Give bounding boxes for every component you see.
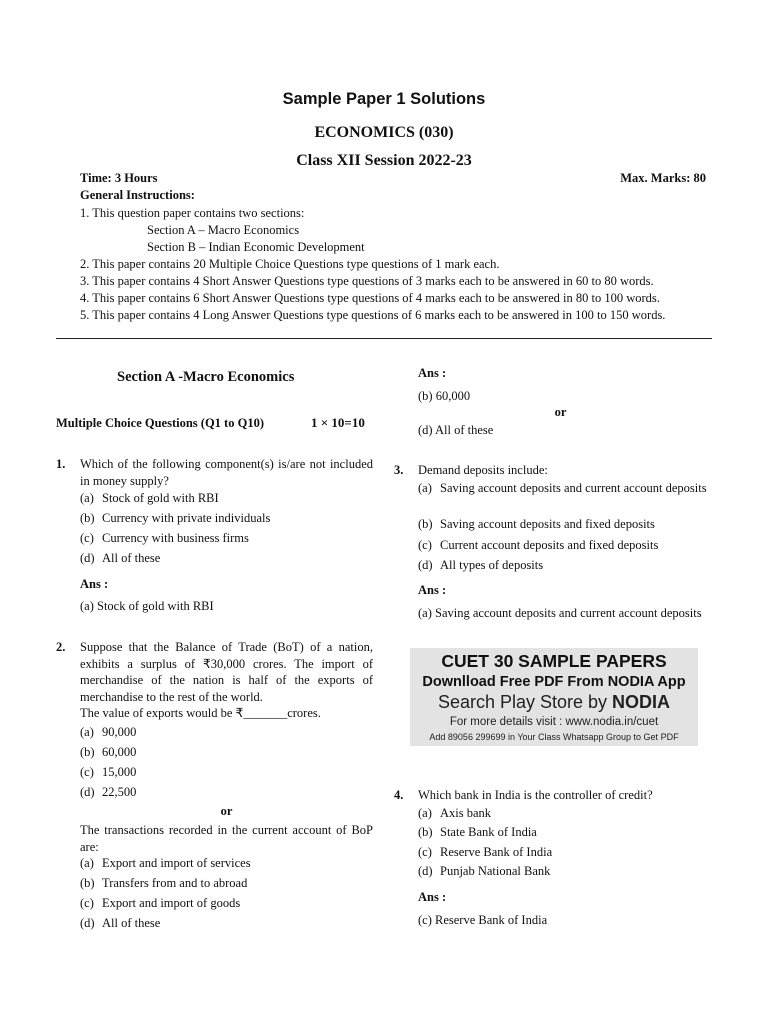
q4-answer: (c) Reserve Bank of India [418,913,548,927]
q4-option-c: (c) Reserve Bank of India [418,845,553,859]
q2-ans-label: Ans : [418,366,447,380]
ad-website-line: For more details visit : www.nodia.in/cuet [449,716,659,728]
q2-ans-or: or [554,405,567,419]
instruction-section-b: Section B – Indian Economic Development [147,240,365,254]
q3-option-c: (c) Current account deposits and fixed deposits [418,538,659,552]
instruction-1: 1. This question paper contains two sections: [80,206,305,220]
question-text: Which of the following component(s) is/are not included in money supply? [80,457,373,488]
question-number: 4. [394,788,404,802]
instruction-section-a: Section A – Macro Economics [147,223,300,237]
q1-ans-label: Ans : [80,577,109,591]
q3-option-a: (a) Saving account deposits and current account deposits [418,481,707,495]
q3-option-b: (b) Saving account deposits and fixed deposits [418,517,655,531]
paper-title: Sample Paper 1 Solutions [282,90,486,108]
subject-title: ECONOMICS (030) [314,124,454,141]
class-session: Class XII Session 2022-23 [296,152,472,169]
question-text-2: The value of exports would be ₹_______crores. [80,706,321,720]
q4-option-d: (d) Punjab National Bank [418,864,551,878]
q3-option-d: (d) All types of deposits [418,558,544,572]
question-number: 2. [56,640,66,654]
question-3 [394,462,712,479]
q2-alt-option-b: (b) Transfers from and to abroad [80,876,248,890]
max-marks: Max. Marks: 80 [620,171,706,185]
header-divider [56,338,712,339]
q2-option-c: (c) 15,000 [80,765,137,779]
question-text: Which bank in India is the controller of credit? [418,788,653,802]
ad-headline: CUET 30 SAMPLE PAPERS [441,651,667,671]
section-a-title: Section A -Macro Economics [117,369,295,385]
nodia-brand: NODIA [612,692,671,712]
question-number: 1. [56,457,66,471]
instruction-2: 2. This paper contains 20 Multiple Choice Questions type questions of 1 mark each. [80,257,500,271]
instruction-5: 5. This paper contains 4 Long Answer Questions type questions of 6 marks each to be answered in 100 to 150 words. [80,308,666,322]
time-label: Time: 3 Hours [80,171,158,185]
mcq-heading: Multiple Choice Questions (Q1 to Q10) [56,416,264,430]
q2-option-a: (a) 90,000 [80,725,137,739]
q4-ans-label: Ans : [418,890,447,904]
q4-option-b: (b) State Bank of India [418,825,537,839]
instruction-4: 4. This paper contains 6 Short Answer Questions type questions of 4 marks each to be answered in 80 to 100 words. [80,291,660,305]
q2-option-b: (b) 60,000 [80,745,137,759]
question-text: Suppose that the Balance of Trade (BoT) of a nation, exhibits a surplus of ₹30,000 crores. The import of merchandise of the nation is half of the exports of merchandise to the rest of the world. [80,640,373,704]
question-2 [56,639,373,722]
ad-search-line: Search Play Store by NODIA [437,692,671,712]
q2-alt-option-c: (c) Export and import of goods [80,896,241,910]
general-instructions-heading: General Instructions: [80,188,195,202]
q1-answer: (a) Stock of gold with RBI [80,599,214,613]
q3-ans-label: Ans : [418,583,447,597]
q1-option-d: (d) All of these [80,551,161,565]
question-1 [56,456,373,489]
q2-alt-answer: (d) All of these [418,423,494,437]
question-4 [394,787,712,804]
q2-or: or [220,804,233,818]
q4-option-a: (a) Axis bank [418,806,492,820]
q2-alt-option-d: (d) All of these [80,916,161,930]
q2-answer: (b) 60,000 [418,389,471,403]
q3-answer: (a) Saving account deposits and current account deposits [418,606,702,620]
q2-alt-text: The transactions recorded in the current account of BoP are: [80,823,373,854]
q1-option-c: (c) Currency with business firms [80,531,249,545]
ad-whatsapp-line: Add 89056 299699 in Your Class Whatsapp Group to Get PDF [429,732,679,742]
question-text: Demand deposits include: [418,463,548,477]
q1-option-b: (b) Currency with private individuals [80,511,271,525]
q2-alt-option-a: (a) Export and import of services [80,856,251,870]
question-number: 3. [394,463,404,477]
q1-option-a: (a) Stock of gold with RBI [80,491,219,505]
q2-option-d: (d) 22,500 [80,785,137,799]
cuet-ad-banner[interactable] [410,648,698,746]
instruction-3: 3. This paper contains 4 Short Answer Questions type questions of 3 marks each to be answered in 60 to 80 words. [80,274,654,288]
ad-download-line: Downlload Free PDF From NODIA App [422,674,686,690]
mcq-marks: 1 × 10=10 [311,415,365,430]
